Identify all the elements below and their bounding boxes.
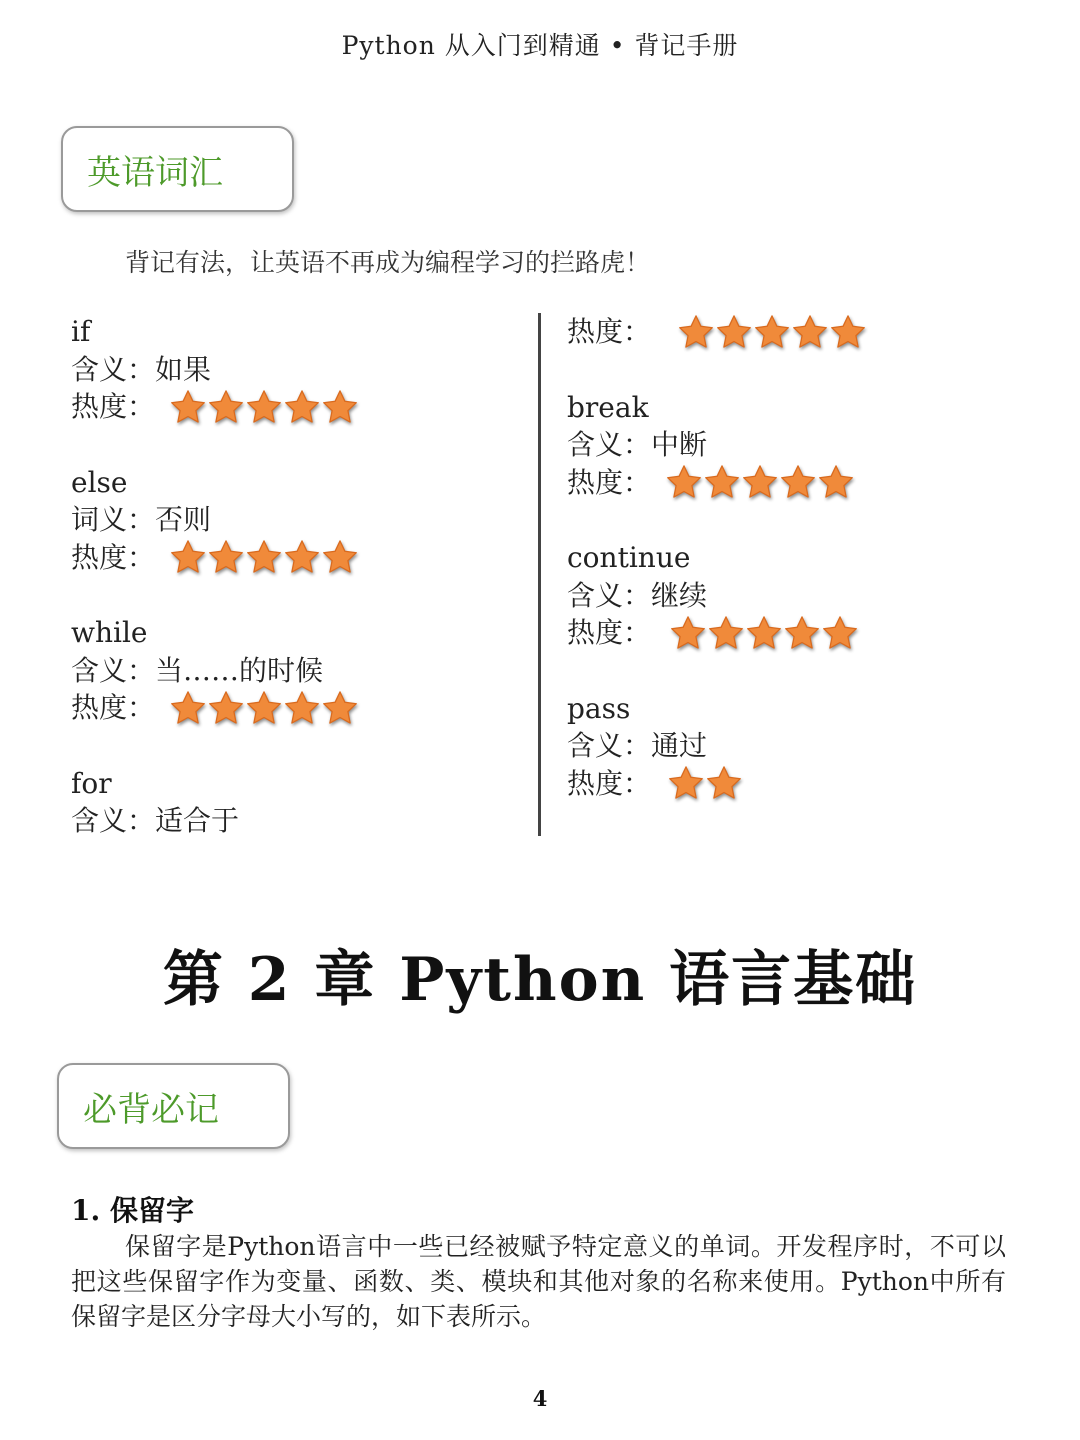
star-icon: [753, 313, 791, 351]
star-icon: [703, 463, 741, 501]
star-rating: [169, 538, 359, 576]
meaning-label: 含义：: [71, 653, 156, 687]
page-number: 4: [532, 1386, 548, 1411]
vocab-entry-while: [71, 614, 511, 727]
vocab-entry-else: [71, 464, 511, 577]
star-icon: [817, 463, 855, 501]
star-icon: [245, 689, 283, 727]
meaning-label: 含义：: [567, 729, 652, 762]
star-icon: [207, 538, 245, 576]
star-icon: [169, 388, 207, 426]
star-icon: [283, 538, 321, 576]
vocab-heat-line: [71, 689, 511, 727]
star-icon: [783, 614, 821, 652]
meaning-text: 通过: [651, 729, 708, 762]
vocab-meaning-line: [71, 351, 511, 389]
vocab-meaning-line: [567, 727, 1007, 765]
star-icon: [207, 388, 245, 426]
star-icon: [745, 614, 783, 652]
star-icon: [707, 614, 745, 652]
body-paragraph: 保留字是Python语言中一些已经被赋予特定意义的单词。开发程序时，不可以把这些保留字作为变量、函数、类、模块和其他对象的名称来使用。Python中所有保留字是区分字母大小写的，如下表所示。: [71, 1232, 1006, 1331]
vocab-entry-break: [567, 389, 1007, 502]
meaning-label: 含义：: [71, 804, 156, 837]
star-icon: [669, 614, 707, 652]
star-rating: [669, 614, 859, 652]
heat-label: 热度：: [567, 465, 652, 499]
star-icon: [829, 313, 867, 351]
memo-section-box: [57, 1063, 290, 1149]
meaning-label: 词义：: [71, 503, 156, 536]
vocab-meaning-line: [71, 802, 511, 840]
meaning-text: 继续: [651, 578, 708, 612]
heat-label: 热度：: [567, 315, 652, 348]
star-rating: [665, 463, 855, 501]
star-icon: [677, 313, 715, 351]
star-icon: [715, 313, 753, 351]
vocab-entry-pass: [567, 690, 1007, 803]
vocab-word: break: [567, 390, 649, 424]
meaning-label: 含义：: [71, 352, 156, 386]
meaning-text: 如果: [155, 352, 212, 386]
star-icon: [207, 689, 245, 727]
star-icon: [321, 538, 359, 576]
star-icon: [791, 313, 829, 351]
heat-label: 热度：: [71, 540, 156, 574]
meaning-text: 适合于: [155, 804, 240, 837]
vocab-meaning-line: [71, 652, 511, 690]
chapter-title: 第 2 章 Python 语言基础: [162, 945, 918, 1015]
memo-section-label: 必背必记: [83, 1089, 219, 1130]
vocab-meaning-line: [71, 501, 511, 539]
star-icon: [283, 689, 321, 727]
star-rating: [677, 313, 867, 351]
vocab-word: continue: [567, 541, 691, 574]
column-divider: [538, 313, 541, 836]
heat-label: 热度：: [71, 390, 156, 423]
heat-label: 热度：: [567, 766, 652, 800]
running-header: Python 从入门到精通 • 背记手册: [341, 31, 739, 60]
star-icon: [321, 689, 359, 727]
vocab-word: while: [71, 616, 148, 649]
star-icon: [245, 388, 283, 426]
star-rating: [667, 764, 743, 802]
meaning-text: 当……的时候: [155, 653, 324, 687]
star-icon: [169, 538, 207, 576]
vocab-heat-line: [71, 539, 511, 577]
vocab-section-box: [61, 126, 294, 212]
vocab-heat-line: [71, 388, 511, 426]
vocab-heat-line: [567, 614, 1007, 652]
star-icon: [667, 764, 705, 802]
vocab-word: pass: [567, 691, 631, 725]
vocab-entry-continued: [567, 313, 1007, 351]
star-icon: [321, 388, 359, 426]
star-icon: [665, 463, 703, 501]
vocab-word: if: [71, 315, 91, 348]
vocab-meaning-line: [567, 577, 1007, 615]
vocab-word: else: [71, 465, 128, 499]
star-icon: [169, 689, 207, 727]
vocab-entry-continue: [567, 539, 1007, 652]
vocab-section-label: 英语词汇: [87, 152, 223, 193]
heat-label: 热度：: [71, 691, 156, 724]
star-icon: [705, 764, 743, 802]
star-rating: [169, 388, 359, 426]
vocab-heat-line: [567, 464, 1007, 502]
vocab-entry-if: [71, 313, 511, 426]
star-rating: [169, 689, 359, 727]
star-icon: [741, 463, 779, 501]
star-icon: [779, 463, 817, 501]
vocab-entry-for: [71, 765, 511, 840]
vocab-right-column: [567, 313, 1007, 840]
subsection-heading: 1. 保留字: [71, 1194, 194, 1227]
star-icon: [283, 388, 321, 426]
meaning-label: 含义：: [567, 578, 652, 612]
vocab-meaning-line: [567, 426, 1007, 464]
meaning-text: 否则: [155, 503, 212, 536]
vocab-left-column: [71, 313, 511, 878]
heat-label: 热度：: [567, 616, 652, 649]
star-icon: [245, 538, 283, 576]
vocab-heat-line: [567, 313, 1007, 351]
meaning-text: 中断: [651, 428, 708, 461]
meaning-label: 含义：: [567, 428, 652, 461]
vocab-word: for: [71, 766, 112, 800]
star-icon: [821, 614, 859, 652]
vocab-tagline: 背记有法，让英语不再成为编程学习的拦路虎！: [125, 248, 651, 277]
vocab-heat-line: [567, 765, 1007, 803]
